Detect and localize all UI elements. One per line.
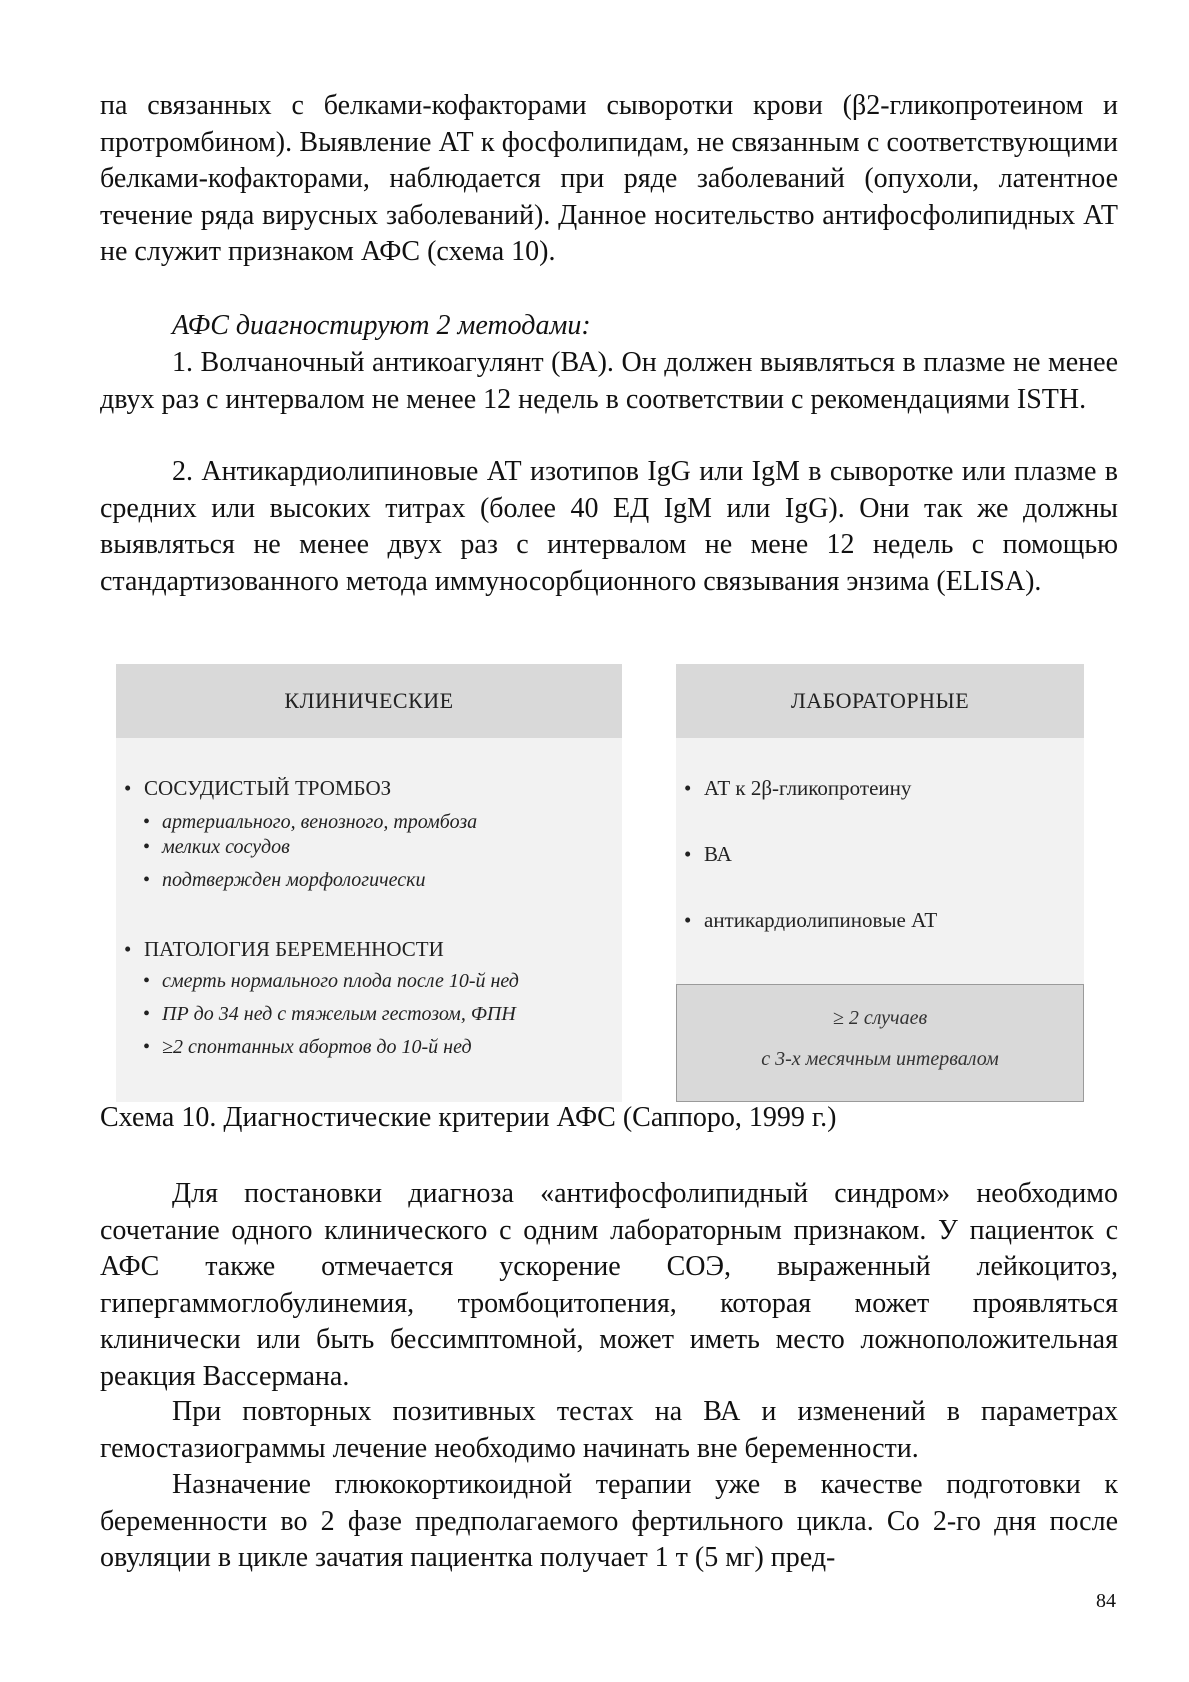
clinical-criteria-panel: [116, 664, 622, 1102]
method-1-text: 1. Волчаночный антикоагулянт (ВА). Он должен выявляться в плазме не менее двух раз с интервалом не менее 12 недель в соответствии с рекомендациями ISTH.: [100, 347, 1118, 415]
criterion-thrombosis-types: • артериального, венозного, тромбоза: [162, 811, 477, 834]
criterion-fetal-death: • смерть нормального плода после 10-й нед: [162, 970, 519, 993]
clinical-header: КЛИНИЧЕСКИЕ: [116, 664, 622, 738]
paragraph-treatment: [100, 1394, 1118, 1467]
criterion-preterm-birth: • ПР до 34 нед с тяжелым гестозом, ФПН: [162, 1003, 516, 1026]
paragraph-diagnosis: [100, 1176, 1118, 1395]
criterion-vascular-thrombosis: • СОСУДИСТЫЙ ТРОМБОЗ: [144, 776, 391, 801]
glucocorticoid-text: Назначение глюкокортикоидной терапии уже в качестве подготовки к беременности во 2 фазе предполагаемого фертильного цикла. Со 2-го дня после овуляции в цикле зачатия пациентка получает 1 т (5 мг) пред-: [100, 1469, 1118, 1573]
laboratory-criteria-panel: [676, 664, 1084, 1102]
paragraph-method-2: [100, 454, 1118, 600]
lab-criterion-b2-glycoprotein: • АТ к 2β-гликопротеину: [704, 776, 911, 801]
laboratory-header: ЛАБОРАТОРНЫЕ: [676, 664, 1084, 738]
criterion-morphology: • подтвержден морфологически: [162, 869, 425, 892]
paragraph-1: па связанных с белками-кофакторами сыворотки крови (β2-гликопротеином и протромбином). Выявление АТ к фосфолипидам, не связанным с соответствующими белками-кофакторами, наблюдается при ряде заболеваний (опухоли, латентное течение ряда вирусных заболеваний). Данное носительство антифосфолипидных АТ не служит признаком АФС (схема 10).: [100, 90, 1118, 267]
diagnostic-criteria-diagram: [116, 664, 1084, 1102]
criterion-abortions: • ≥2 спонтанных абортов до 10-й нед: [162, 1036, 472, 1059]
page-number: 84: [1096, 1590, 1116, 1612]
paragraph-method-1: [100, 345, 1118, 418]
treatment-text: При повторных позитивных тестах на ВА и изменений в параметрах гемостазиограммы лечение необходимо начинать вне беременности.: [100, 1396, 1118, 1464]
methods-heading-text: АФС диагностируют 2 методами:: [172, 310, 591, 341]
lab-criterion-lupus-anticoagulant: • ВА: [704, 842, 732, 867]
frequency-requirement-box: [676, 984, 1084, 1102]
frequency-line-2: с 3-х месячным интервалом: [761, 1048, 999, 1070]
criterion-pregnancy-pathology: • ПАТОЛОГИЯ БЕРЕМЕННОСТИ: [144, 937, 444, 962]
paragraph-methods-heading: [100, 308, 1118, 345]
method-2-text: 2. Антикардиолипиновые АТ изотипов IgG или IgM в сыворотке или плазме в средних или высоких титрах (более 40 ЕД IgM или IgG). Они так же должны выявляться не менее двух раз с интервалом не мене 12 недель с помощью стандартизованного метода иммуносорбционного связывания энзима (ELISA).: [100, 456, 1118, 597]
criterion-thrombosis-types-cont: • мелких сосудов: [162, 836, 290, 859]
frequency-line-1: ≥ 2 случаев: [832, 1007, 928, 1029]
lab-criterion-anticardiolipin: • антикардиолипиновые АТ: [704, 908, 937, 933]
diagnosis-text: Для постановки диагноза «антифосфолипидный синдром» необходимо сочетание одного клинического с одним лабораторным признаком. У пациенток с АФС также отмечается ускорение СОЭ, выраженный лейкоцитоз, гипергаммоглобулинемия, тромбоцитопения, которая может проявляться клинически или быть бессимптомной, может иметь место ложноположительная реакция Вассермана.: [100, 1178, 1118, 1392]
figure-caption: Схема 10. Диагностические критерии АФС (Саппоро, 1999 г.): [100, 1102, 837, 1133]
paragraph-glucocorticoid: [100, 1467, 1118, 1577]
